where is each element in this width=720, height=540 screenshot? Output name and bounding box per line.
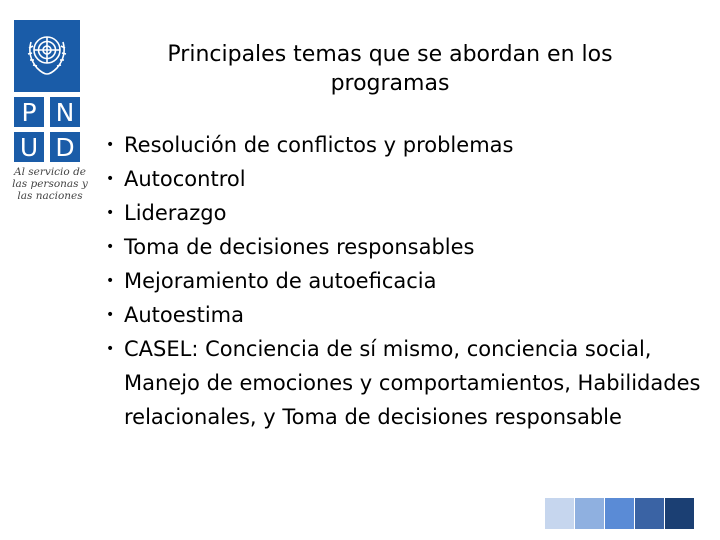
bullet-text: Autoestima xyxy=(124,303,245,327)
color-bar xyxy=(545,498,695,529)
bullet-item xyxy=(106,128,706,162)
logo-tagline: Al servicio de las personas y las naciones xyxy=(12,166,88,202)
color-swatch xyxy=(665,498,694,529)
bullet-item xyxy=(106,230,706,264)
bullet-item xyxy=(106,196,706,230)
bullet-item xyxy=(106,264,706,298)
logo-letter: U xyxy=(14,132,44,162)
bullet-item xyxy=(106,298,706,332)
bullet-icon: • xyxy=(106,341,115,357)
color-swatch xyxy=(575,498,604,529)
color-swatch xyxy=(635,498,664,529)
bullet-list xyxy=(106,128,706,434)
logo-letter: N xyxy=(50,97,80,127)
undp-logo xyxy=(12,20,88,202)
bullet-text: Toma de decisiones responsables xyxy=(124,235,475,259)
bullet-item xyxy=(106,162,706,196)
bullet-text: CASEL: Conciencia de sí mismo, conciencia social, Manejo de emociones y comportamientos, Habilidades relacionales, y Toma de decisiones responsable xyxy=(124,337,701,429)
logo-letter: P xyxy=(14,97,44,127)
bullet-icon: • xyxy=(106,205,115,221)
bullet-item xyxy=(106,332,706,434)
bullet-icon: • xyxy=(106,171,115,187)
bullet-text: Resolución de conflictos y problemas xyxy=(124,133,514,157)
bullet-icon: • xyxy=(106,273,115,289)
bullet-icon: • xyxy=(106,137,115,153)
un-emblem-icon xyxy=(14,20,80,92)
color-swatch xyxy=(545,498,574,529)
bullet-icon: • xyxy=(106,307,115,323)
bullet-text: Liderazgo xyxy=(124,201,227,225)
color-swatch xyxy=(605,498,634,529)
bullet-text: Autocontrol xyxy=(124,167,246,191)
bullet-icon: • xyxy=(106,239,115,255)
slide-title: Principales temas que se abordan en los programas xyxy=(167,42,613,96)
bullet-text: Mejoramiento de autoeficacia xyxy=(124,269,437,293)
logo-letter: D xyxy=(50,132,80,162)
